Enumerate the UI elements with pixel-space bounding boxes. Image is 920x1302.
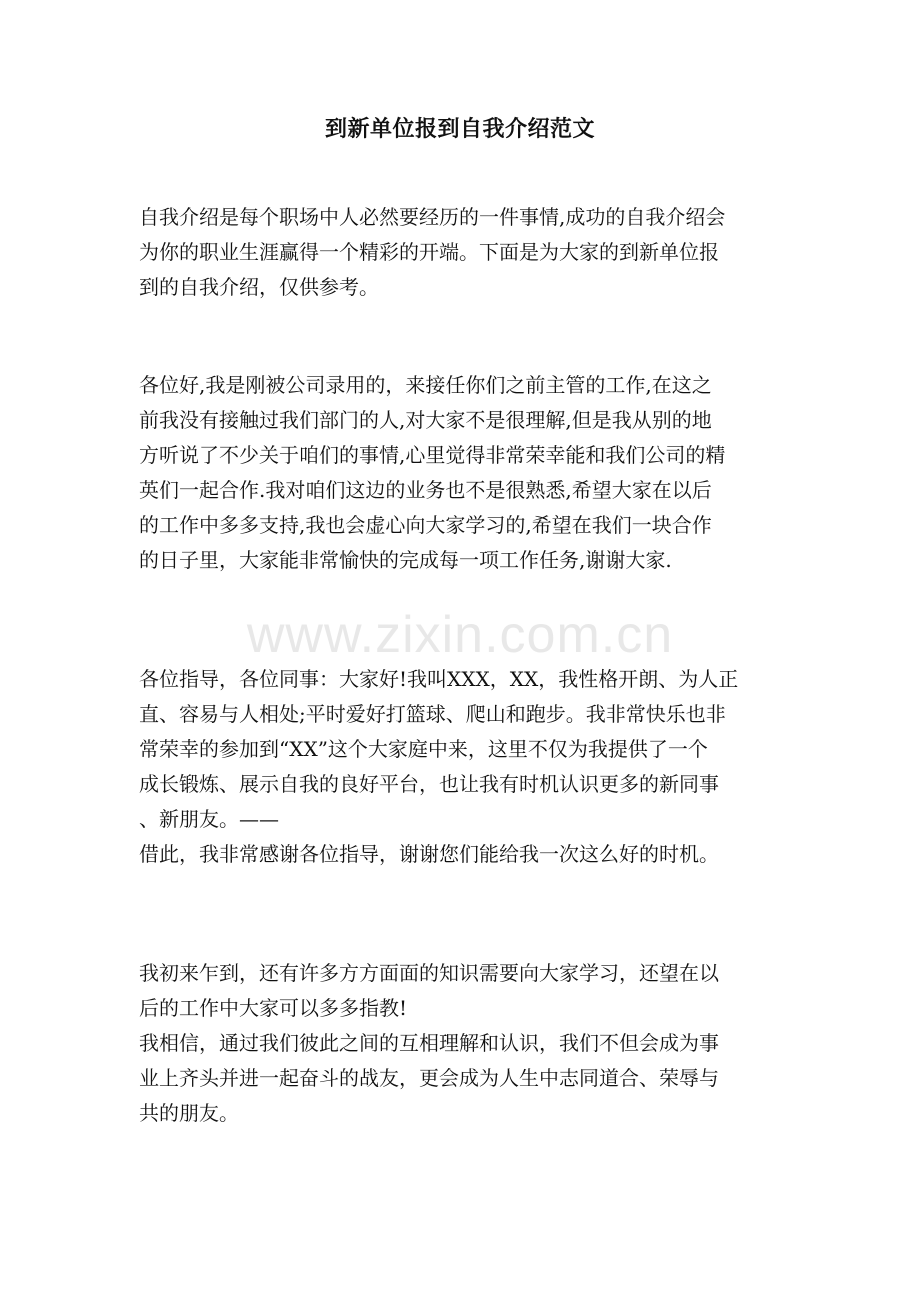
- paragraph-line: 为你的职业生涯赢得一个精彩的开端。下面是为大家的到新单位报: [139, 240, 719, 264]
- paragraph-self-intro: [139, 662, 789, 872]
- paragraph-line: 我初来乍到，还有许多方方面面的知识需要向大家学习，还望在以: [139, 961, 719, 985]
- paragraph-line: 的日子里，大家能非常愉快的完成每一项工作任务,谢谢大家.: [139, 548, 672, 572]
- paragraph-greeting: [139, 368, 789, 578]
- paragraph-line: 到的自我介绍，仅供参考。: [139, 275, 379, 299]
- paragraph-line: 各位好,我是刚被公司录用的，来接任你们之前主管的工作,在这之: [139, 373, 712, 397]
- paragraph-line: 前我没有接触过我们部门的人,对大家不是很理解,但是我从别的地: [139, 408, 712, 432]
- page-title: 到新单位报到自我介绍范文: [324, 116, 595, 142]
- paragraph-closing: [139, 956, 789, 1131]
- paragraph-line: 、新朋友。——: [139, 807, 279, 831]
- paragraph-line: 各位指导，各位同事：大家好!我叫XXX，XX，我性格开朗、为人正: [139, 667, 739, 691]
- paragraph-intro: [139, 200, 789, 305]
- paragraph-line: 共的朋友。: [139, 1101, 239, 1125]
- paragraph-line: 我相信，通过我们彼此之间的互相理解和认识，我们不但会成为事: [139, 1031, 719, 1055]
- paragraph-line: 成长锻炼、展示自我的良好平台，也让我有时机认识更多的新同事: [139, 772, 719, 796]
- paragraph-line: 英们一起合作.我对咱们这边的业务也不是很熟悉,希望大家在以后: [139, 478, 712, 502]
- paragraph-line: 常荣幸的参加到“XX”这个大家庭中来，这里不仅为我提供了一个: [139, 737, 708, 761]
- paragraph-line: 自我介绍是每个职场中人必然要经历的一件事情,成功的自我介绍会: [139, 205, 726, 229]
- paragraph-line: 后的工作中大家可以多多指教!: [139, 996, 408, 1020]
- paragraph-line: 的工作中多多支持,我也会虚心向大家学习的,希望在我们一块合作: [139, 513, 712, 537]
- paragraph-line: 直、容易与人相处;平时爱好打篮球、爬山和跑步。我非常快乐也非: [139, 702, 726, 726]
- paragraph-line: 方听说了不少关于咱们的事情,心里觉得非常荣幸能和我们公司的精: [139, 443, 726, 467]
- paragraph-line: 借此，我非常感谢各位指导，谢谢您们能给我一次这么好的时机。: [139, 842, 719, 866]
- paragraph-line: 业上齐头并进一起奋斗的战友，更会成为人生中志同道合、荣辱与: [139, 1066, 719, 1090]
- watermark: www.zixin.com.cn: [246, 606, 674, 664]
